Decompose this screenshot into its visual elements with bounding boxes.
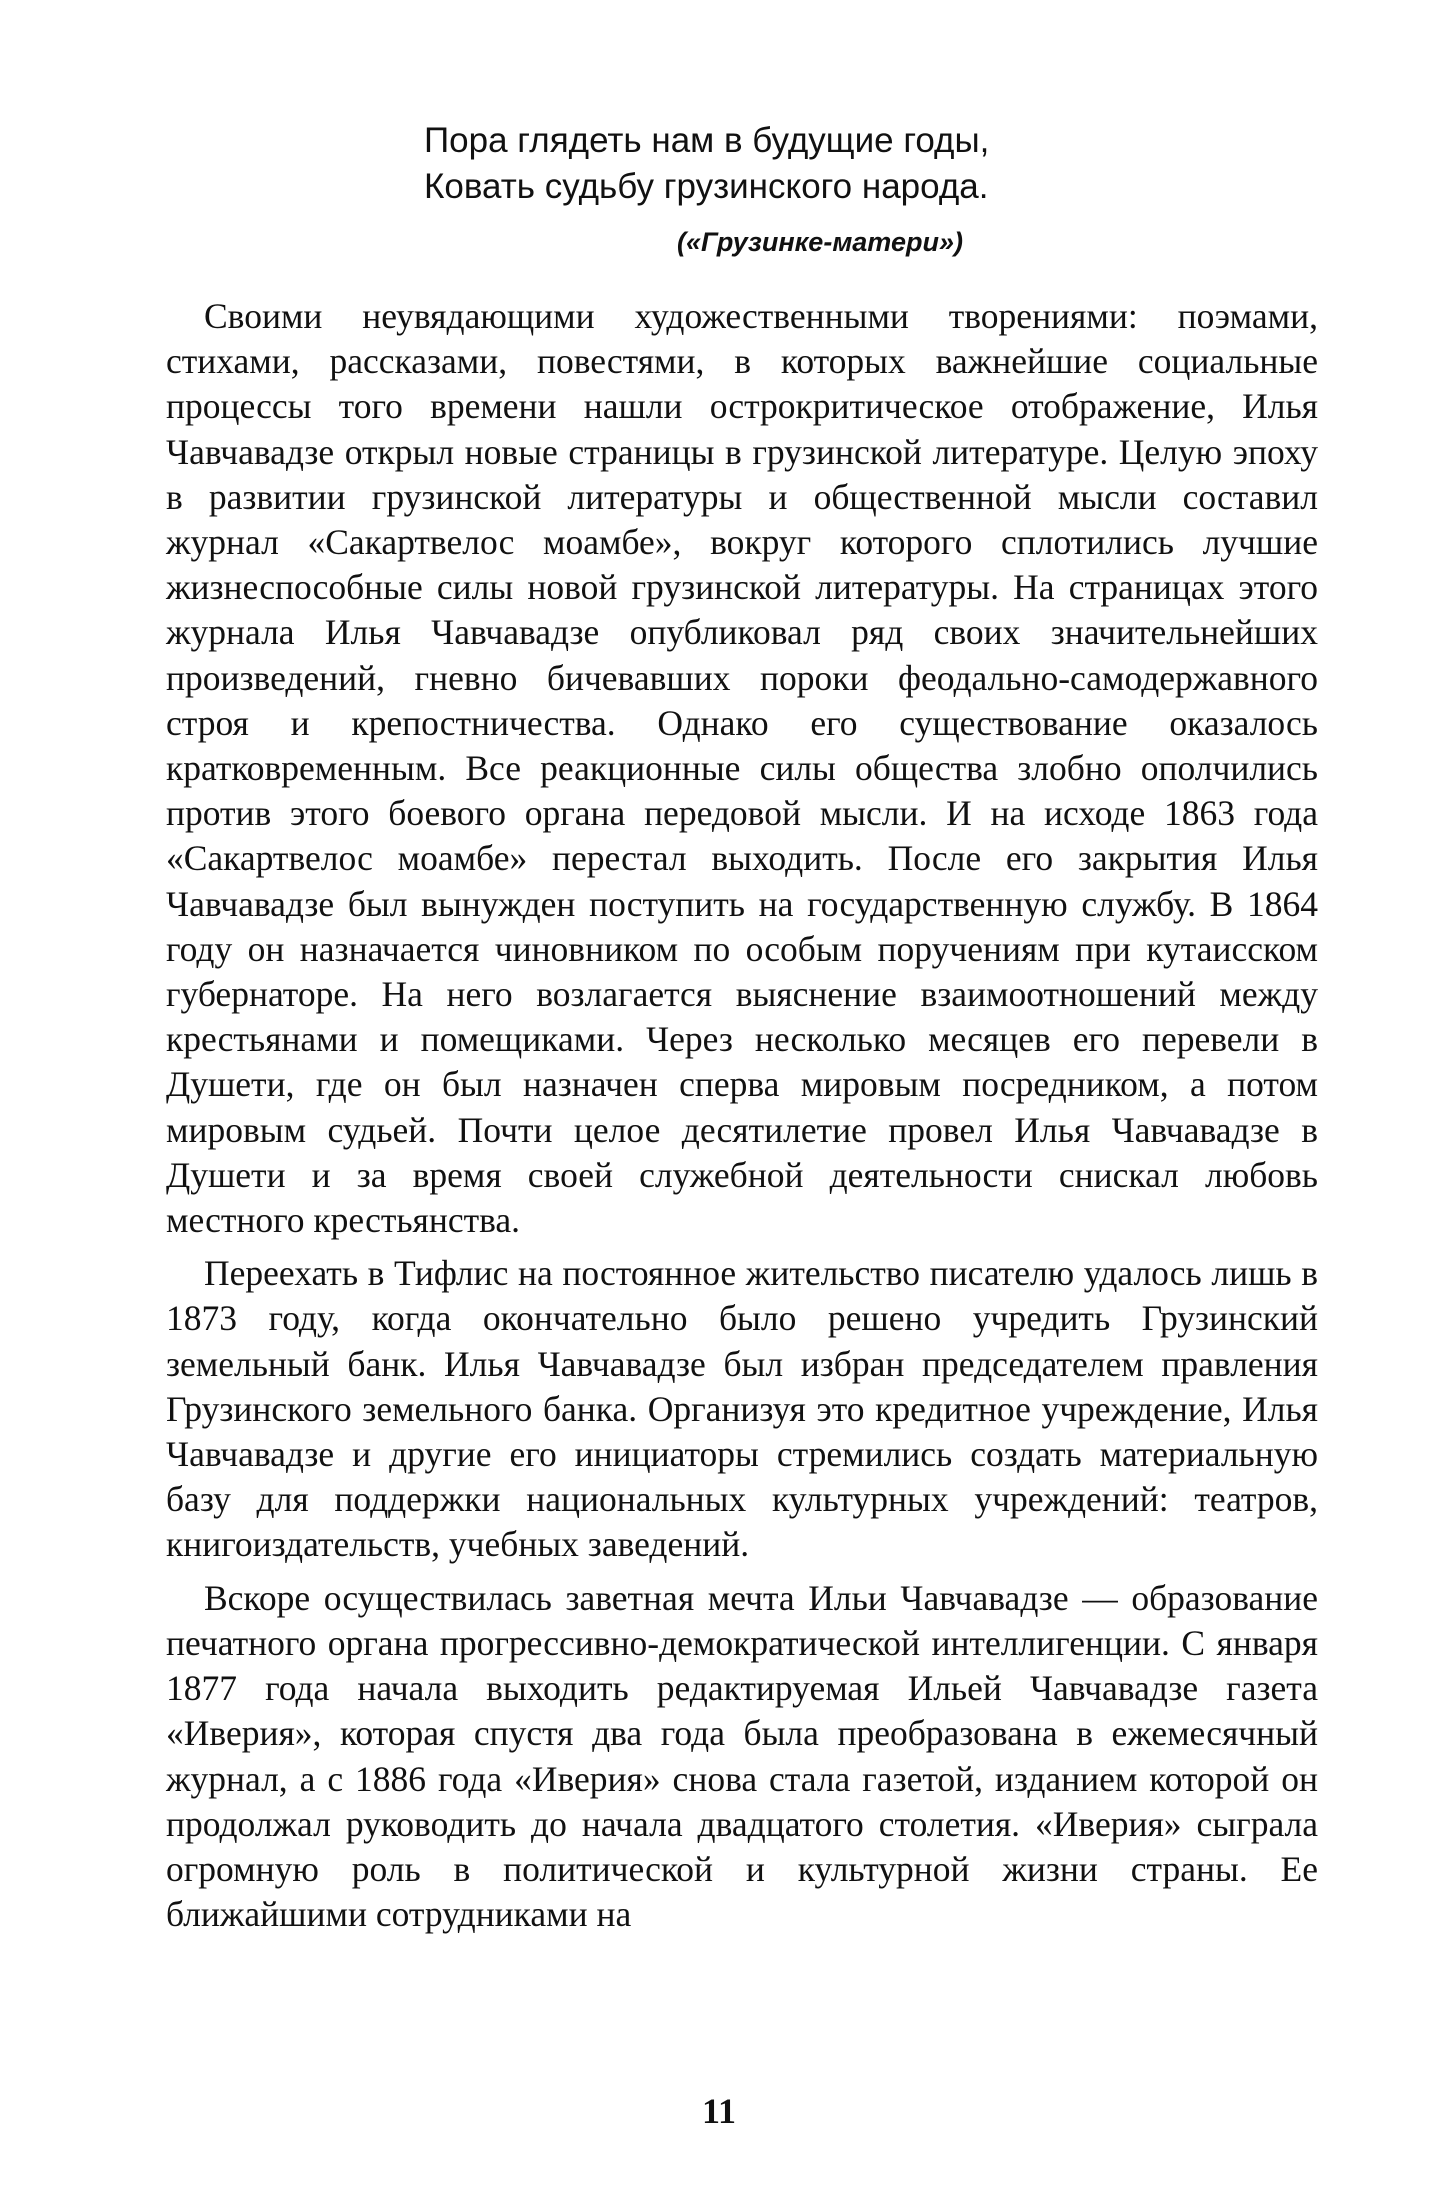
epigraph-line: Пора глядеть нам в будущие годы,: [424, 121, 990, 160]
body-text: [166, 294, 1318, 1937]
epigraph-line: Ковать судьбу грузинского народа.: [424, 167, 989, 206]
paragraph: Переехать в Тифлис на постоянное жительство писателю удалось лишь в 1873 году, когда окончательно было решено учредить Грузинский земельный банк. Илья Чавчавадзе был избран председателем правления Грузинского земельного банка. Организуя это кредитное учреждение, Илья Чавчавадзе и другие его инициаторы стремились создать материальную базу для поддержки национальных культурных учреждений: театров, книгоиздательств, учебных заведений.: [166, 1253, 1318, 1565]
page-number: 11: [701, 2091, 736, 2131]
paragraph: Своими неувядающими художественными творениями: поэмами, стихами, рассказами, повестями, в которых важнейшие социальные процессы того времени нашли острокритическое отображение, Илья Чавчавадзе открыл новые страницы в грузинской литературе. Целую эпоху в развитии грузинской литературы и общественной мысли составил журнал «Сакартвелос моамбе», вокруг которого сплотились лучшие жизнеспособные силы новой грузинской литературы. На страницах этого журнала Илья Чавчавадзе опубликовал ряд своих значительнейших произведений, гневно бичевавших пороки феодально-самодержавного строя и крепостничества. Однако его существование оказалось кратковременным. Все реакционные силы общества злобно ополчились против этого боевого органа передовой мысли. И на исходе 1863 года «Сакартвелос моамбе» перестал выходить. После его закрытия Илья Чавчавадзе был вынужден поступить на государственную службу. В 1864 году он назначается чиновником по особым поручениям при кутаисском губернаторе. На него возлагается выяснение взаимоотношений между крестьянами и помещиками. Через несколько месяцев его перевели в Душети, где он был назначен сперва мировым посредником, а потом мировым судьей. Почти целое десятилетие провел Илья Чавчавадзе в Душети и за время своей служебной деятельности снискал любовь местного крестьянства.: [166, 296, 1318, 1241]
paragraph: Вскоре осуществилась заветная мечта Ильи Чавчавадзе — образование печатного органа прогрессивно-демократической интеллигенции. С января 1877 года начала выходить редактируемая Ильей Чавчавадзе газета «Иверия», которая спустя два года была преобразована в ежемесячный журнал, а с 1886 года «Иверия» снова стала газетой, изданием которой он продолжал руководить до начала двадцатого столетия. «Иверия» сыграла огромную роль в политической и культурной жизни страны. Ее ближайшими сотрудниками на: [166, 1577, 1318, 1935]
epigraph: [424, 118, 1124, 210]
epigraph-source: («Грузинке-матери»): [677, 227, 963, 257]
